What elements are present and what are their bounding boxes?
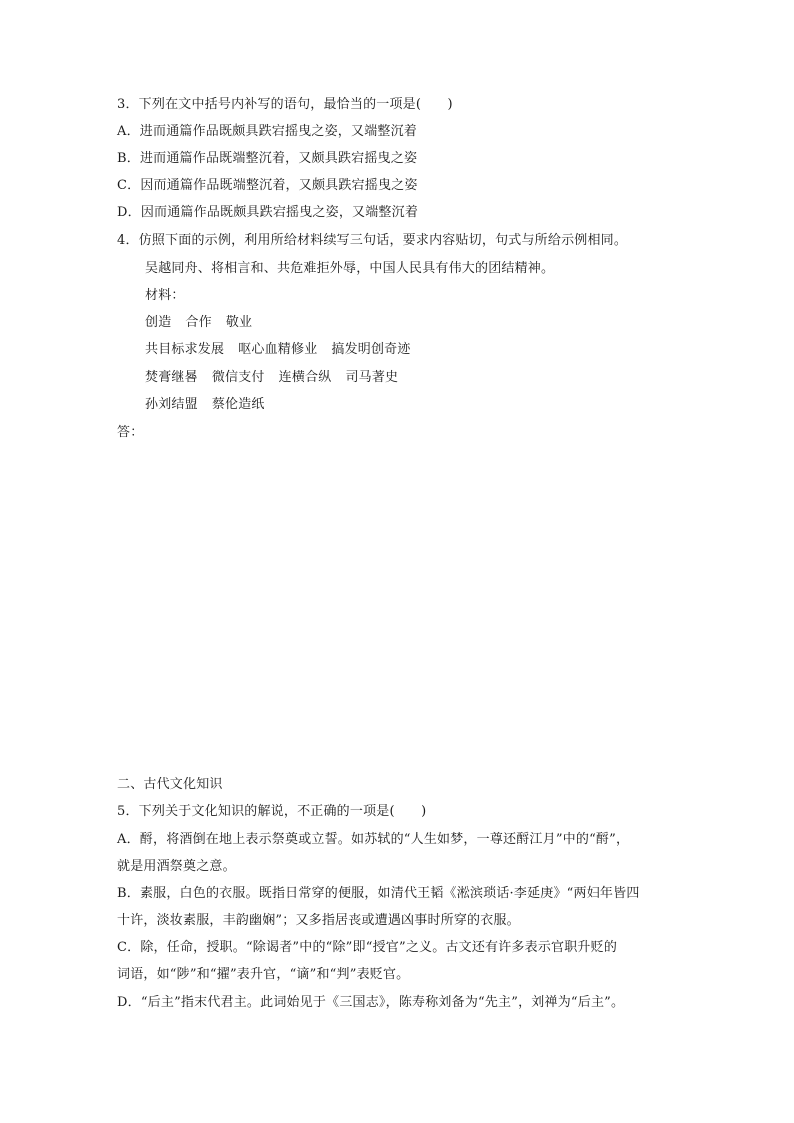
q5-line: B．素服，白色的衣服。既指日常穿的便服，如清代王韬《淞滨琐话·李延庚》“两妇年皆四 <box>117 886 640 901</box>
q4-material-row-1 <box>145 314 252 332</box>
q3-stem: 3．下列在文中括号内补写的语句，最恰当的一项是( ) <box>117 97 453 112</box>
q3-option-a: A．进而通篇作品既颇具跌宕摇曳之姿，又端整沉着 <box>117 124 417 139</box>
q5-stem: 5．下列关于文化知识的解说，不正确的一项是( ) <box>117 804 427 819</box>
material-item: 蔡伦造纸 <box>211 397 265 412</box>
q4-material-row-4 <box>145 396 265 414</box>
material-item: 司马著史 <box>345 370 399 385</box>
q5-line: 十许，淡妆素服，丰韵幽娴”；又多指居丧或遭遇凶事时所穿的衣服。 <box>117 913 520 928</box>
q4-stem: 4．仿照下面的示例，利用所给材料续写三句话，要求内容贴切，句式与所给示例相同。 <box>117 233 628 248</box>
q5-line: C．除，任命，授职。“除谒者”中的“除”即“授官”之义。古文还有许多表示官职升贬的 <box>117 940 618 955</box>
material-item: 敬业 <box>225 315 253 330</box>
section-heading: 二、古代文化知识 <box>117 777 223 792</box>
material-item: 孙刘结盟 <box>145 397 198 412</box>
material-item: 共目标求发展 <box>145 342 225 357</box>
q3-option-d: D．因而通篇作品既颇具跌宕摇曳之姿，又端整沉着 <box>117 205 419 220</box>
material-item: 连横合纵 <box>278 370 332 385</box>
material-item: 创造 <box>145 315 172 330</box>
material-item: 焚膏继晷 <box>145 370 198 385</box>
material-item: 合作 <box>185 315 212 330</box>
q4-material-row-3 <box>145 369 398 387</box>
q4-answer-label: 答： <box>117 425 144 440</box>
q5-line: 就是用酒祭奠之意。 <box>117 859 236 874</box>
q5-line: 词语，如“陟”和“擢”表升官，“谪”和“判”表贬官。 <box>117 967 410 982</box>
material-item: 搞发明创奇迹 <box>331 342 411 357</box>
q4-material-row-2 <box>145 341 411 359</box>
q4-material-label: 材料： <box>145 288 185 303</box>
material-item: 微信支付 <box>211 370 265 385</box>
q4-example: 吴越同舟、将相言和、共危难拒外辱，中国人民具有伟大的团结精神。 <box>145 261 555 276</box>
q3-option-b: B．进而通篇作品既端整沉着，又颇具跌宕摇曳之姿 <box>117 151 418 166</box>
material-item: 呕心血精修业 <box>238 342 318 357</box>
q3-option-c: C．因而通篇作品既端整沉着，又颇具跌宕摇曳之姿 <box>117 178 418 193</box>
q5-line: A．酹，将酒倒在地上表示祭奠或立誓。如苏轼的“人生如梦，一尊还酹江月”中的“酹”， <box>117 832 630 847</box>
q5-line: D．“后主”指末代君主。此词始见于《三国志》，陈寿称刘备为“先主”，刘禅为“后主”。 <box>117 995 625 1010</box>
